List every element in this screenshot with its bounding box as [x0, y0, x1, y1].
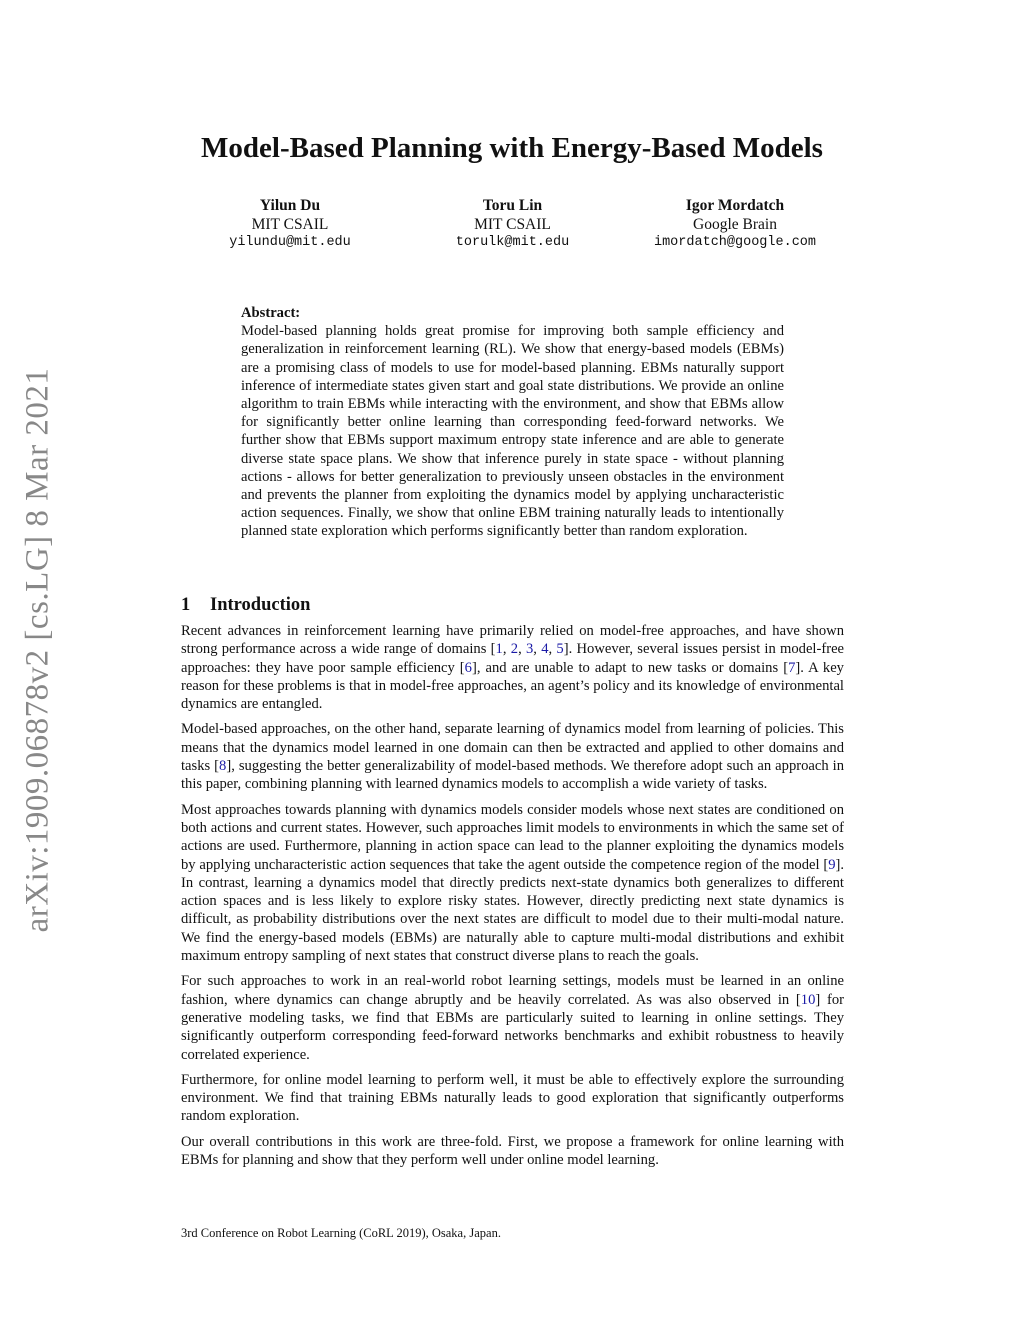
section-title: Introduction	[210, 595, 311, 615]
arxiv-stamp-text: arXiv:1909.06878v2 [cs.LG] 8 Mar 2021	[19, 367, 56, 933]
paper-title: Model-Based Planning with Energy-Based Models	[201, 132, 823, 164]
author-block	[180, 197, 845, 253]
citation-link[interactable]: 2	[510, 641, 519, 658]
author-name: Yilun Du	[259, 197, 321, 214]
abstract-text: Model-based planning holds great promise for improving both sample efficiency and generalization in reinforcement learning (RL). We show that energy-based models (EBMs) are a promising class of models to use for model-based planning. EBMs naturally support inference of intermediate states given start and goal state distributions. We provide an online algorithm to train EBMs while interacting with the environment, and show that EBMs allow for significantly better online learning than corresponding feed-forward networks. We further show that EBMs support maximum entropy state inference and are able to generate diverse state space plans. We show that inference purely in state space - without planning actions - allows for better generalization to previously unseen obstacles in the environment and prevents the planner from exploiting the dynamics model by applying uncharacteristic action sequences. Finally, we show that online EBM training naturally leads to intentionally planned state exploration which performs significantly better than random exploration.	[241, 323, 784, 540]
author-name: Toru Lin	[482, 197, 543, 214]
paragraph	[181, 972, 844, 1063]
text-run: ], suggesting the better generalizability of model-based methods. We therefore adopt such an approach in this paper, combining planning with learned dynamics models to accomplish a wide variety of tasks.	[181, 758, 844, 793]
text-run: For such approaches to work in an real-world robot learning settings, models must be learned in an online fashion, where dynamics can change abruptly and be heavily correlated. As was also observed in [	[181, 973, 844, 1008]
author-affiliation: MIT CSAIL	[474, 215, 551, 233]
citation-link[interactable]: 10	[800, 991, 816, 1008]
author-email[interactable]: torulk@mit.edu	[455, 235, 570, 250]
author-affiliation: Google Brain	[693, 215, 777, 233]
author-email[interactable]: imordatch@google.com	[653, 235, 817, 250]
paragraph: Our overall contributions in this work are three-fold. First, we propose a framework for online learning with EBMs for planning and show that they perform well under online model learning.	[181, 1133, 844, 1169]
author-3	[625, 197, 845, 253]
citation-link[interactable]: 7	[788, 659, 796, 676]
author-1	[180, 197, 400, 253]
paragraph: Furthermore, for online model learning to perform well, it must be able to effectively explore the surrounding environment. We find that training EBMs naturally leads to good exploration that significantly outperforms random exploration.	[181, 1071, 844, 1125]
text-run: ]. A key reason for these problems is that in model-free approaches, an agent’s policy and its knowledge of environmental dynamics are entangled.	[181, 659, 844, 713]
author-affiliation: MIT CSAIL	[251, 215, 329, 233]
citation-link[interactable]: 4	[541, 641, 549, 658]
text-run: Most approaches towards planning with dynamics models consider models whose next states are conditioned on both actions and current states. However, such approaches limit models to environments in which the same set of actions are used. Furthermore, planning in action space can lead to the planner exploiting the dynamics models by applying uncharacteristic action sequences that take the agent outside the competence region of the model [	[181, 801, 844, 873]
text-run: Recent advances in reinforcement learning have primarily relied on model-free approaches, and have shown strong performance across a wide range of domains [	[181, 623, 844, 658]
section-heading	[181, 595, 310, 616]
paragraph: Recent advances in reinforcement learning have primarily relied on model-free approaches, and have shown strong performance across a wide range of domains [1, 2, 3, 4, 5]. However, several issues persist in model-free approaches: they have poor sample efficiency [6], and are unable to adapt to new tasks or domains [7]. A key reason for these problems is that in model-free approaches, an agent’s policy and its knowledge of environmental dynamics are entangled.	[181, 623, 845, 713]
citation-link[interactable]: 6	[464, 659, 472, 676]
text-run: ]. However, several issues persist in model-free approaches: they have poor sample efficiency [	[181, 641, 845, 676]
citation-link[interactable]: 5	[556, 641, 564, 658]
citation-link[interactable]: 9	[828, 856, 836, 873]
citation-link[interactable]: 1	[495, 641, 503, 658]
conference-footnote: 3rd Conference on Robot Learning (CoRL 2019), Osaka, Japan.	[181, 1226, 501, 1240]
citation-link[interactable]: 3	[525, 641, 534, 658]
citation-link[interactable]: 8	[219, 758, 227, 775]
intro-body	[181, 622, 844, 1176]
abstract-heading: Abstract:	[241, 305, 301, 321]
author-2	[403, 197, 623, 253]
text-run: Model-based approaches, on the other hand, separate learning of dynamics model from learning of policies. This means that the dynamics model learned in one domain can then be extracted and applied to other domains and tasks [	[181, 721, 844, 775]
text-run: ] for generative modeling tasks, we find that EBMs are particularly suited to learning in online settings. They significantly outperform corresponding feed-forward networks benchmarks and exhibit robustness to heavily correlated experience.	[181, 991, 844, 1063]
abstract	[241, 304, 784, 541]
section-number: 1	[181, 595, 191, 615]
text-run: ]. In contrast, learning a dynamics model that directly predicts next-state dynamics both generalizes to different action spaces and is less likely to explore risky states. However, directly predicting next state dynamics is difficult, as probability distributions over the next states are difficult to model due to their multi-modal nature. We find the energy-based models (EBMs) are naturally able to capture multi-modal distributions and exhibit maximum entropy sampling of next states that construct diverse plans to reach the goals.	[181, 856, 844, 965]
paragraph	[181, 801, 844, 966]
author-name: Igor Mordatch	[685, 197, 785, 214]
arxiv-stamp	[8, 360, 68, 940]
author-email[interactable]: yilundu@mit.edu	[229, 235, 351, 250]
text-run: ], and are unable to adapt to new tasks or domains [	[471, 659, 789, 676]
paragraph	[181, 720, 844, 793]
